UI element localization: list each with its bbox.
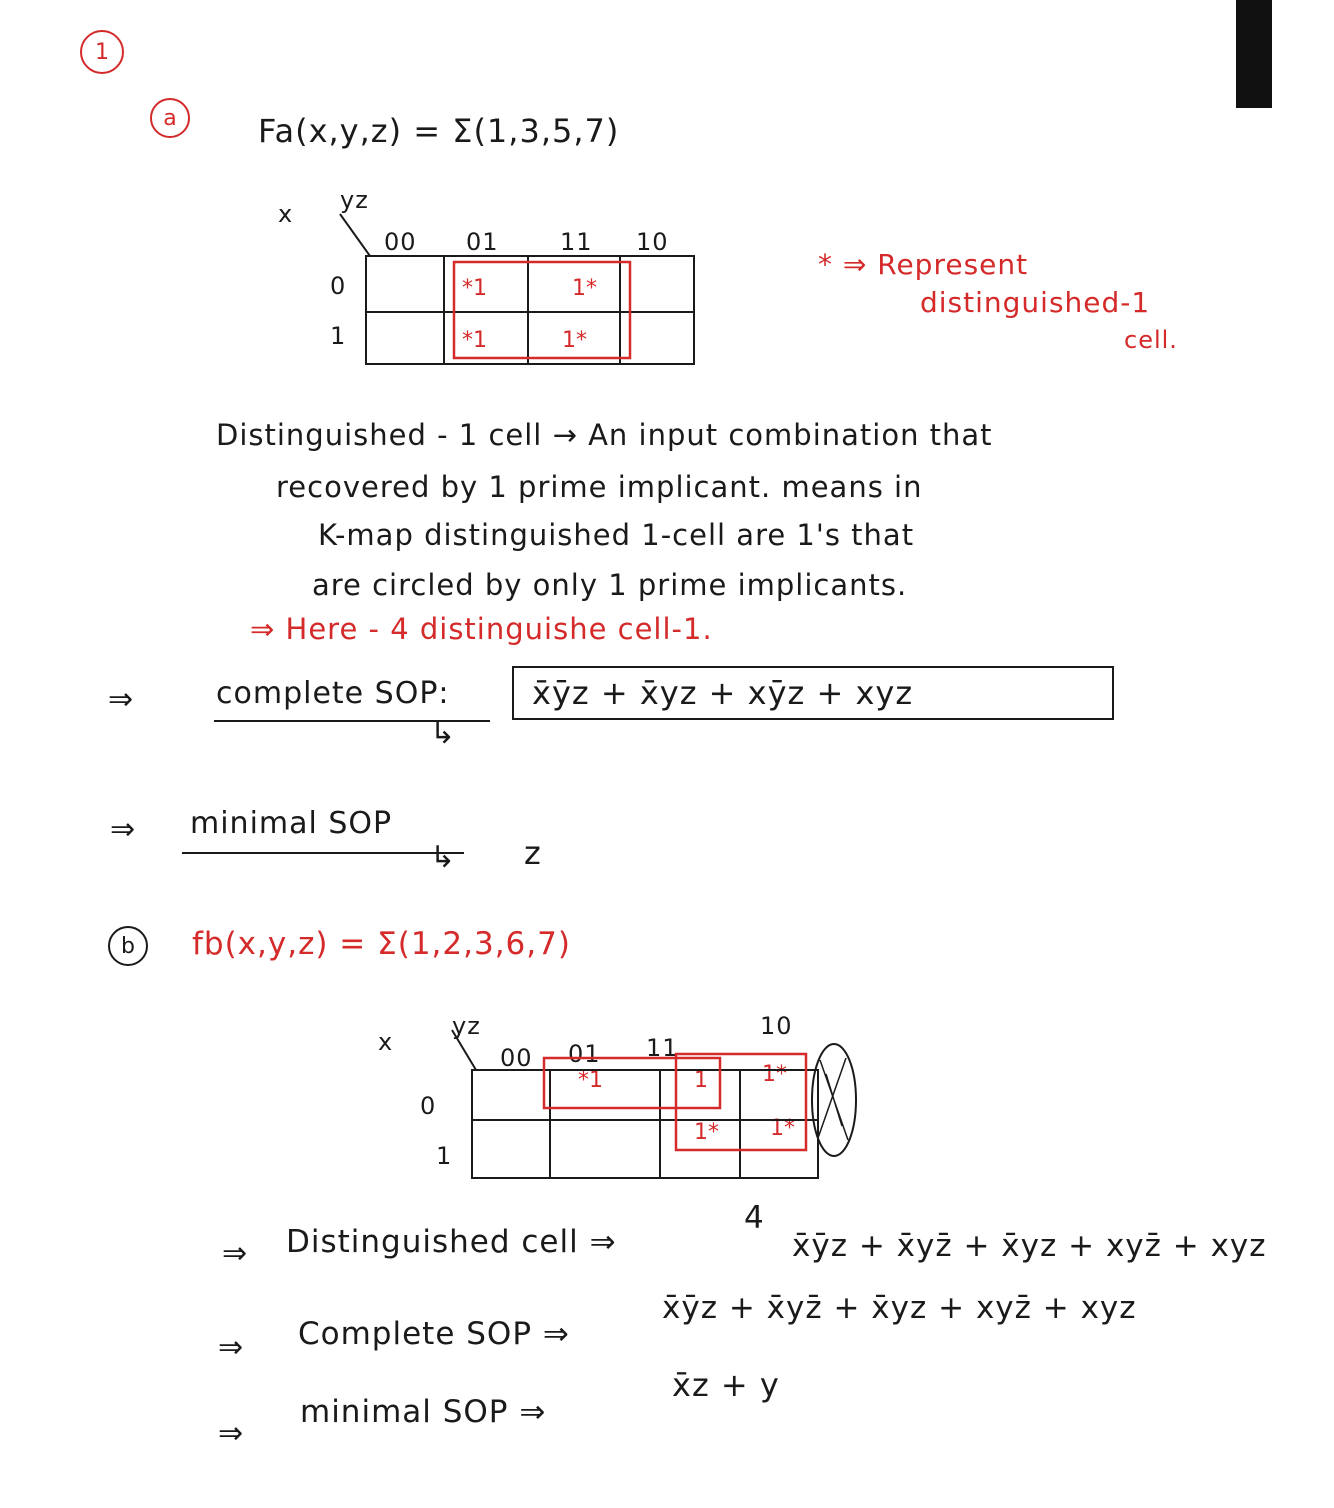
complete-sop-b-arrow: ⇒	[218, 1330, 245, 1365]
part-a-label: a	[163, 105, 177, 131]
definition-line-2: recovered by 1 prime implicant. means in	[276, 470, 923, 504]
kmap-b-outer	[472, 1070, 818, 1178]
kmap-b-cell-1-11: 1*	[694, 1120, 719, 1145]
minimal-sop-a-arrow: ⇒	[110, 812, 137, 847]
kmap-a-outer	[366, 256, 694, 364]
definition-line-3: K-map distinguished 1-cell are 1's that	[318, 518, 915, 552]
distinguished-b-value: 4	[744, 1200, 765, 1236]
minimal-sop-b-arrow: ⇒	[218, 1416, 245, 1451]
here-distinguished-count: ⇒ Here - 4 distinguishe cell-1.	[250, 612, 713, 646]
kmap-b-cell-0-01: *1	[578, 1068, 603, 1093]
kmap-b-scribble	[818, 1058, 848, 1140]
kmap-b-col-var: yz	[452, 1012, 481, 1040]
complete-sop-b-expression: x̄ȳz + x̄yz̄ + x̄yz + xyz̄ + xyz	[662, 1290, 1137, 1326]
part-a-function: Fa(x,y,z) = Σ(1,3,5,7)	[258, 112, 620, 150]
kmap-b-cell-0-11: 1	[694, 1068, 708, 1093]
kmap-b-col-header-00: 00	[500, 1044, 533, 1072]
complete-sop-a-expression: x̄ȳz + x̄yz + xȳz + xyz	[532, 674, 914, 712]
complete-sop-a-label: complete SOP:	[216, 676, 450, 711]
kmap-a-group-z	[454, 262, 630, 358]
kmap-b-diagonal	[452, 1030, 476, 1070]
kmap-b-group-xbar-z	[544, 1058, 720, 1108]
complete-sop-a-arrow: ⇒	[108, 682, 135, 717]
kmap-b-cell-1-10: 1*	[770, 1116, 795, 1141]
kmap-b-row-header-1: 1	[436, 1142, 453, 1170]
distinguished-b-terms: x̄ȳz + x̄yz̄ + x̄yz + xyz̄ + xyz	[792, 1228, 1267, 1264]
kmap-b-col-header-10: 10	[760, 1012, 793, 1040]
definition-line-1: Distinguished - 1 cell → An input combination that	[216, 418, 993, 452]
kmap-b-row-header-0: 0	[420, 1092, 437, 1120]
kmap-b-cell-0-10: 1*	[762, 1062, 787, 1087]
complete-sop-a-maps-to: ↳	[430, 716, 457, 751]
kmap-a-diagonal	[340, 214, 370, 256]
kmap-a-row-var: x	[278, 200, 294, 228]
distinguished-b-arrow: ⇒	[222, 1236, 249, 1271]
part-b-label: b	[121, 933, 135, 959]
kmap-a-cell-0-11: 1*	[572, 276, 597, 301]
minimal-sop-b-label: minimal SOP ⇒	[300, 1394, 547, 1430]
kmap-b-col-header-01: 01	[568, 1040, 601, 1068]
kmap-a-col-var: yz	[340, 186, 369, 214]
kmap-a-row-header-1: 1	[330, 322, 347, 350]
complete-sop-b-label: Complete SOP ⇒	[298, 1316, 570, 1352]
kmap-b-row-var: x	[378, 1028, 394, 1056]
kmap-b-grid	[452, 1030, 818, 1178]
kmap-a-col-header-00: 00	[384, 228, 417, 256]
note-line-3: cell.	[1124, 326, 1178, 354]
question-number: 1	[95, 39, 109, 65]
minimal-sop-a-expression: z	[524, 834, 542, 872]
kmap-a-cell-0-01: *1	[462, 276, 487, 301]
kmap-b-col-header-11: 11	[646, 1034, 679, 1062]
part-b-function: fb(x,y,z) = Σ(1,2,3,6,7)	[192, 926, 571, 962]
distinguished-b-label: Distinguished cell ⇒	[286, 1224, 617, 1260]
minimal-sop-a-maps-to: ↳	[430, 840, 457, 875]
note-line-2: distinguished-1	[920, 286, 1151, 319]
kmap-a-col-header-10: 10	[636, 228, 669, 256]
minimal-sop-b-expression: x̄z + y	[672, 1366, 780, 1404]
kmap-a-col-header-01: 01	[466, 228, 499, 256]
minimal-sop-a-label: minimal SOP	[190, 806, 393, 841]
kmap-a-cell-1-11: 1*	[562, 328, 587, 353]
definition-line-4: are circled by only 1 prime implicants.	[312, 568, 908, 602]
kmap-a-col-header-11: 11	[560, 228, 593, 256]
kmap-a-grid	[340, 214, 694, 364]
kmap-a-row-header-0: 0	[330, 272, 347, 300]
note-line-1: * ⇒ Represent	[818, 248, 1029, 281]
kmap-a-cell-1-01: *1	[462, 328, 487, 353]
